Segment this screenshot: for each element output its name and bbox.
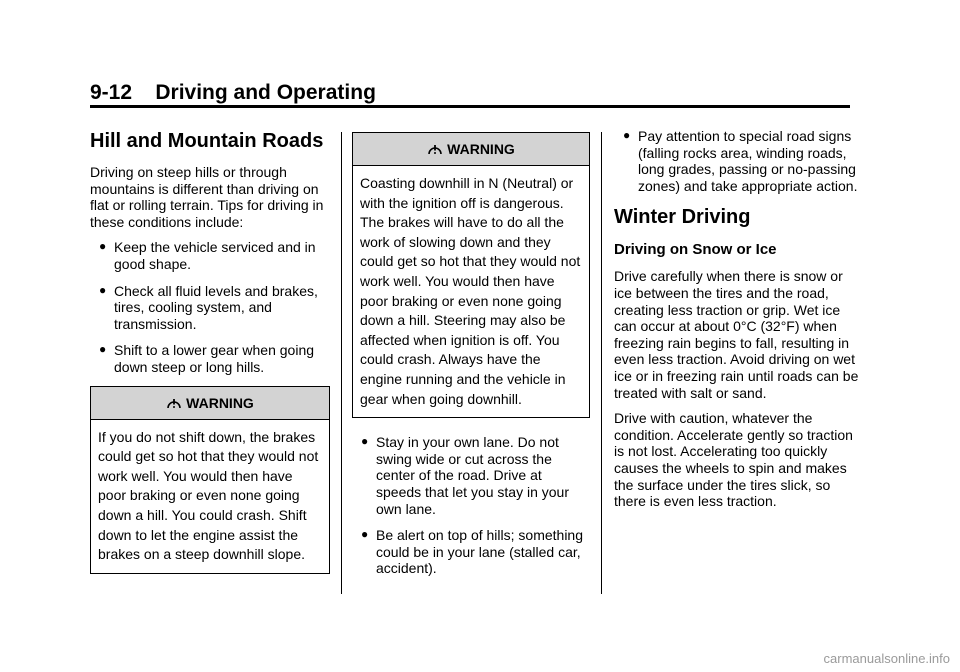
column-divider <box>601 132 602 594</box>
tips-list <box>352 434 590 577</box>
list-item: ● Check all fluid levels and brakes, tires, cooling system, and transmission. <box>99 282 318 332</box>
bullet-icon: ● <box>99 342 107 357</box>
column-divider <box>341 132 342 594</box>
section-title: Driving and Operating <box>155 81 376 104</box>
intro-paragraph: Driving on steep hills or through mountains is different than driving on flat or rolling terrain. Tips for driving in these conditions include: <box>90 164 324 230</box>
paragraph: Drive with caution, whatever the condition. Accelerate gently so traction is not lost. Accelerating too quickly causes the wheels to spin and makes the surface under the tires slick, so there is even less traction. <box>614 410 853 510</box>
tips-list <box>614 128 860 194</box>
warning-icon <box>166 395 182 411</box>
warning-text: If you do not shift down, the brakes could get so hot that they would not work well. You would then have poor braking or even none going down a hill. You could crash. Shift down to let the engine assist the brakes on a steep downhill slope. <box>98 428 319 563</box>
column-1 <box>90 128 330 584</box>
warning-header <box>91 387 329 420</box>
bullet-icon: ● <box>361 434 369 449</box>
subsection-heading: Driving on Snow or Ice <box>614 241 777 259</box>
list-item: ● Be alert on top of hills; something could be in your lane (stalled car, accident). <box>361 527 584 577</box>
column-2 <box>352 132 590 587</box>
bullet-icon: ● <box>99 239 107 254</box>
bullet-icon: ● <box>361 527 369 542</box>
list-item: ● Stay in your own lane. Do not swing wide or cut across the center of the road. Drive at speeds that let you stay in your own lane. <box>361 434 569 517</box>
section-heading: Winter Driving <box>614 206 751 229</box>
section-heading: Hill and Mountain Roads <box>90 130 324 152</box>
warning-label: WARNING <box>186 394 254 411</box>
page-number: 9-12 <box>90 81 133 104</box>
header-rule <box>90 105 850 108</box>
warning-box <box>352 132 590 418</box>
column-3 <box>614 128 860 519</box>
list-item: ● Keep the vehicle serviced and in good shape. <box>99 239 316 272</box>
list-item: ● Pay attention to special road signs (falling rocks area, winding roads, long grades, passing or no-passing zones) and take appropriate action. <box>623 128 858 194</box>
page-header <box>90 80 850 106</box>
list-item: ● Shift to a lower gear when going down steep or long hills. <box>99 342 315 375</box>
watermark: carmanualsonline.info <box>823 651 950 666</box>
bullet-icon: ● <box>623 128 631 142</box>
bullet-icon: ● <box>99 282 107 297</box>
paragraph: Drive carefully when there is snow or ice between the tires and the road, creating less traction or grip. Wet ice can occur at about 0°C (32°F) when freezing rain begins to fall, resulting in even less traction. Avoid driving on wet ice or in freezing rain until roads can be treated with salt or sand. <box>614 268 859 401</box>
warning-label: WARNING <box>447 141 515 157</box>
warning-box <box>90 386 330 574</box>
warning-icon <box>427 141 443 157</box>
warning-text: Coasting downhill in N (Neutral) or with the ignition off is dangerous. The brakes will have to do all the work of slowing down and they could get so hot that they would not work well. You would then have poor braking or even none going down a hill. Steering may also be affected when ignition is off. You could crash. Always have the engine running and the vehicle in gear when going downhill. <box>360 175 581 407</box>
tips-list <box>90 239 330 375</box>
warning-header <box>353 133 589 166</box>
